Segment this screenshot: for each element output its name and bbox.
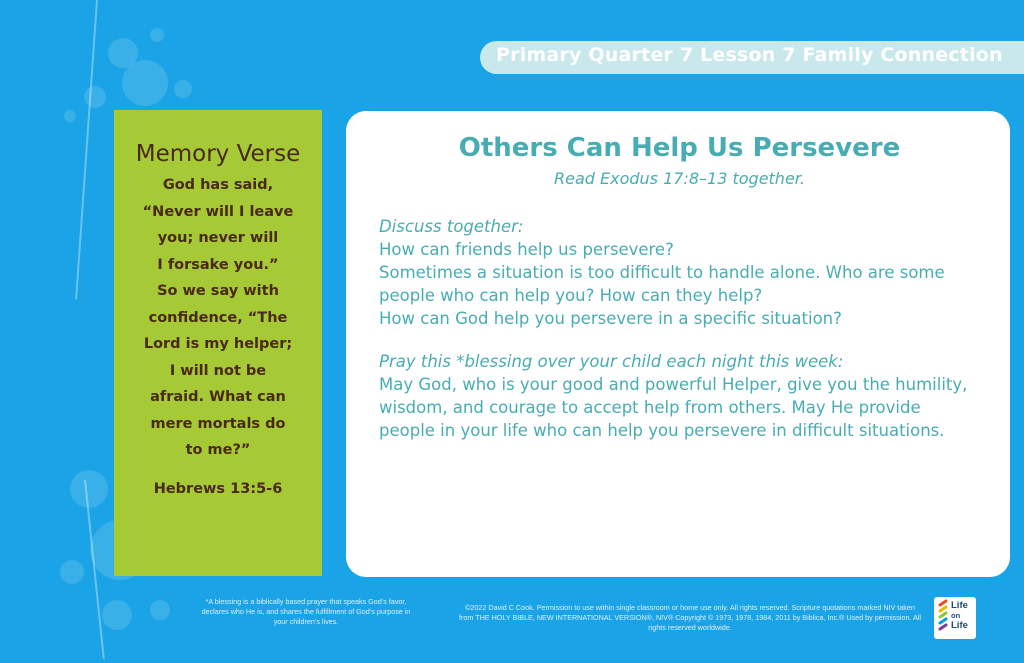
logo-stripes-icon <box>936 597 952 639</box>
discuss-question: How can friends help us persevere? <box>379 240 674 259</box>
memory-verse-text: God has said, “Never will I leave you; never will I forsake you.” So we say with confidence, “The Lord is my helper; I will not be afraid. What can mere mortals do to me?” <box>142 177 294 458</box>
lesson-title: Others Can Help Us Persevere <box>458 133 901 163</box>
blessing-footnote: *A blessing is a biblically based prayer that speaks God’s favor, declares who He is, and shares the fulfillment of God’s purpose in your children’s lives. <box>201 597 411 626</box>
decorative-bubble <box>150 28 164 42</box>
prayer-section <box>379 350 980 442</box>
memory-verse-card <box>114 110 322 576</box>
page-title: Primary Quarter 7 Lesson 7 Family Connection <box>496 44 1003 66</box>
discuss-question: Sometimes a situation is too difficult to handle alone. Who are some people who can help you? How can they help? <box>379 263 945 305</box>
memory-verse-heading: Memory Verse <box>135 141 301 167</box>
discuss-question: How can God help you persevere in a specific situation? <box>379 309 842 328</box>
discuss-section <box>379 215 980 330</box>
copyright-notice: ©2022 David C Cook. Permission to use within single classroom or home use only. All rights reserved. Scripture quotations marked NIV taken from THE HOLY BIBLE, NEW INTERNATIONAL VERSION®, NIV® Copyright © 1973, 1978, 1984, 2011 by Biblica, Inc.® Used by permission. All rights reserved worldwide. <box>458 603 922 632</box>
decorative-streak <box>75 0 98 299</box>
decorative-bubble <box>174 80 192 98</box>
logo-word-life: Life <box>951 600 968 611</box>
decorative-bubble <box>84 86 106 108</box>
decorative-bubble <box>122 60 168 106</box>
life-on-life-logo <box>934 597 976 639</box>
decorative-bubble <box>150 600 170 620</box>
content-card <box>346 111 1010 577</box>
lesson-scripture-instruction: Read Exodus 17:8–13 together. <box>554 169 805 188</box>
memory-verse-reference: Hebrews 13:5-6 <box>153 480 283 497</box>
logo-text <box>951 600 975 632</box>
prayer-text: May God, who is your good and powerful Helper, give you the humility, wisdom, and courage to accept help from others. May He provide people in your life who can help you persevere in difficult situations. <box>379 375 968 440</box>
decorative-bubble <box>60 560 84 584</box>
decorative-bubble <box>70 470 108 508</box>
logo-word-on: on <box>951 610 961 620</box>
discuss-label: Discuss together: <box>379 217 524 236</box>
prayer-label: Pray this *blessing over your child each night this week: <box>379 352 844 371</box>
decorative-bubble <box>64 110 76 122</box>
decorative-bubble <box>102 600 132 630</box>
logo-word-life-2: Life <box>951 620 968 631</box>
